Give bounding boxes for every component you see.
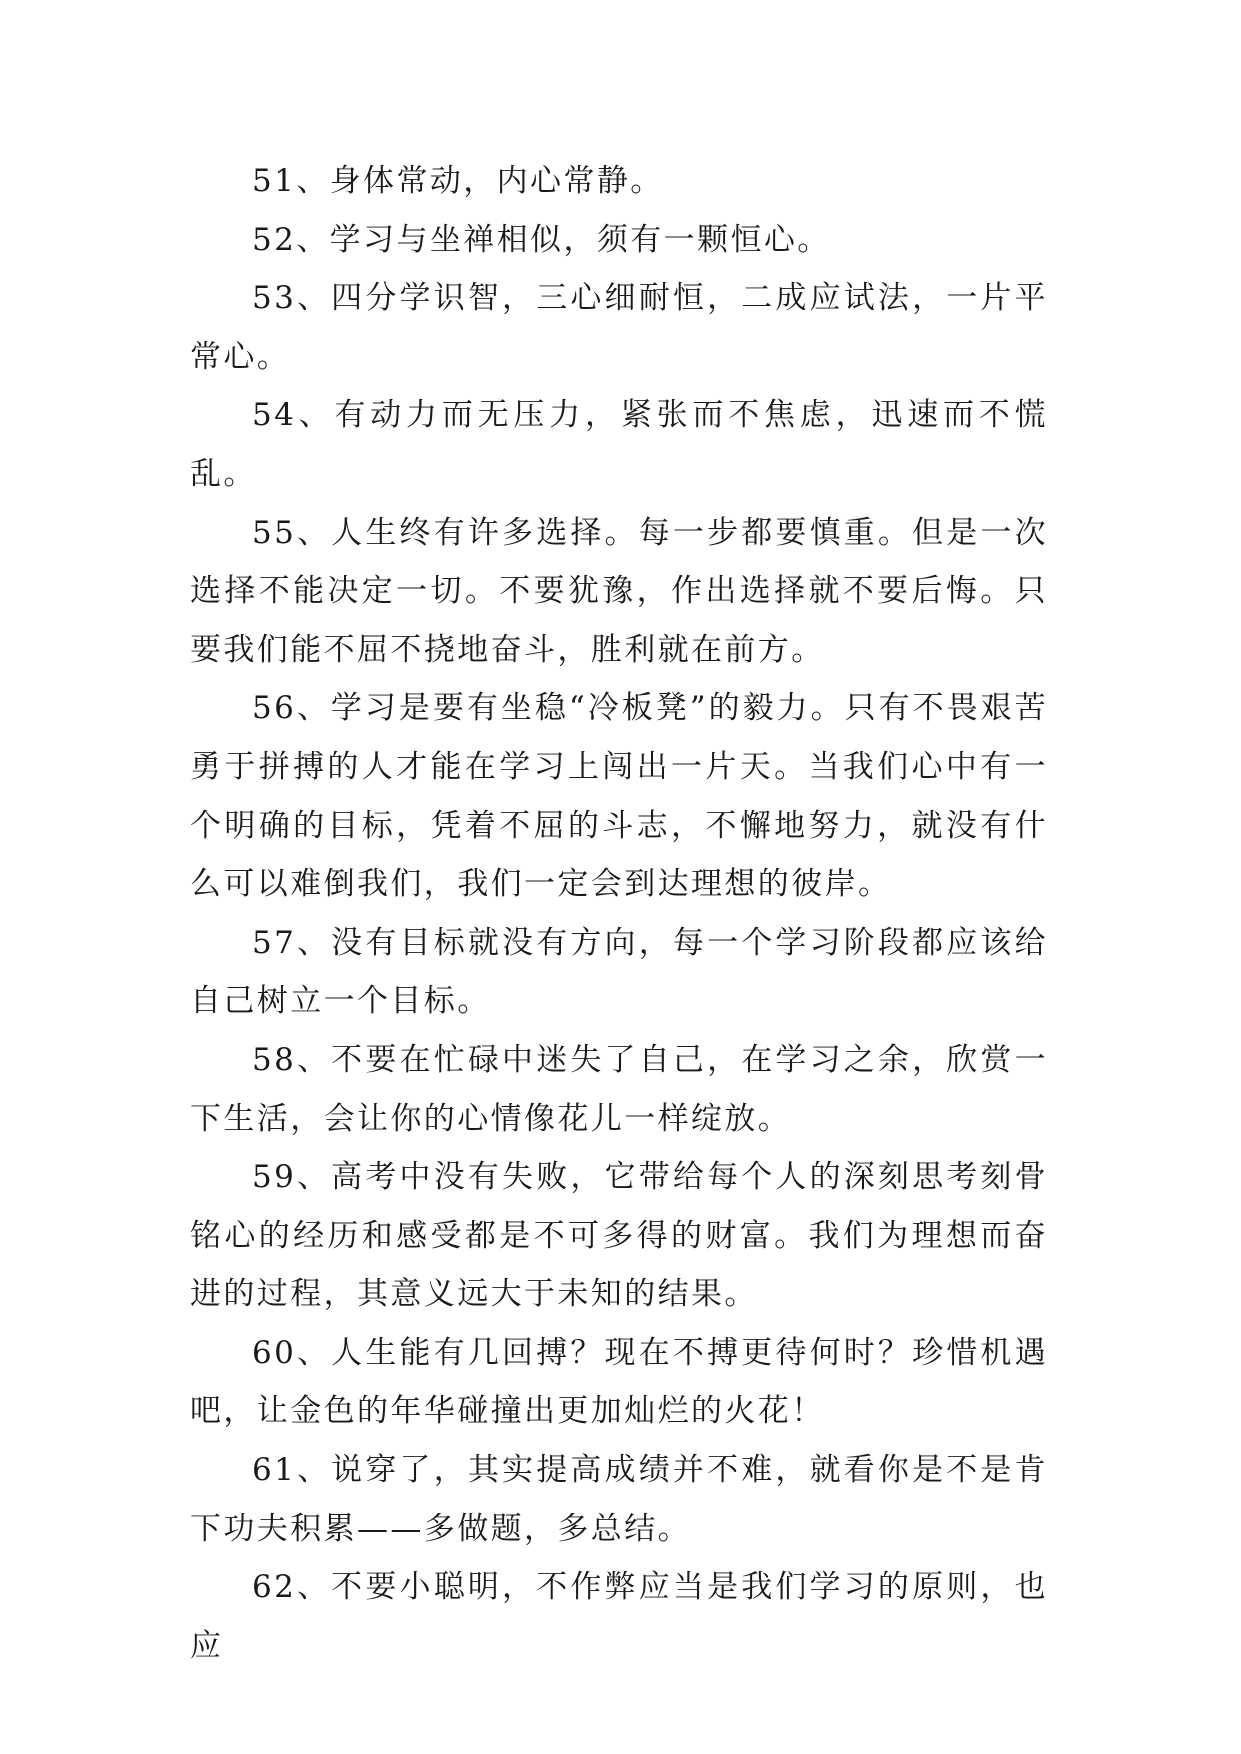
paragraph-53: 53、四分学识智，三心细耐恒，二成应试法，一片平常心。 (190, 280, 1048, 375)
paragraph-61: 61、说穿了，其实提高成绩并不难，就看你是不是肯下功夫积累——多做题，多总结。 (190, 1452, 1048, 1547)
paragraph-59: 59、高考中没有失败，它带给每个人的深刻思考刻骨铭心的经历和感受都是不可多得的财富。我们为理想而奋进的过程，其意义远大于未知的结果。 (190, 1159, 1048, 1313)
paragraph-52: 52、学习与坐禅相似，须有一颗恒心。 (252, 221, 831, 258)
paragraph-57: 57、没有目标就没有方向，每一个学习阶段都应该给自己树立一个目标。 (190, 924, 1048, 1020)
paragraph-55: 55、人生终有许多选择。每一步都要慎重。但是一次选择不能决定一切。不要犹豫，作出选择就不要后悔。只要我们能不屈不挠地奋斗，胜利就在前方。 (190, 514, 1048, 668)
paragraph-56: 56、学习是要有坐稳“冷板凳”的毅力。只有不畏艰苦勇于拼搏的人才能在学习上闯出一片天。当我们心中有一个明确的目标，凭着不屈的斗志，不懈地努力，就没有什么可以难倒我们，我们一定会到达理想的彼岸。 (190, 690, 1048, 903)
document-body (190, 152, 1048, 1675)
paragraph-54: 54、有动力而无压力，紧张而不焦虑，迅速而不慌乱。 (190, 397, 1048, 492)
paragraph-51: 51、身体常动，内心常静。 (252, 163, 664, 199)
paragraph-58: 58、不要在忙碌中迷失了自己，在学习之余，欣赏一下生活，会让你的心情像花儿一样绽放。 (190, 1041, 1048, 1137)
paragraph-60: 60、人生能有几回搏？现在不搏更待何时？珍惜机遇吧，让金色的年华碰撞出更加灿烂的火花！ (190, 1334, 1048, 1430)
paragraph-62: 62、不要小聪明，不作弊应当是我们学习的原则，也应 (190, 1569, 1048, 1664)
